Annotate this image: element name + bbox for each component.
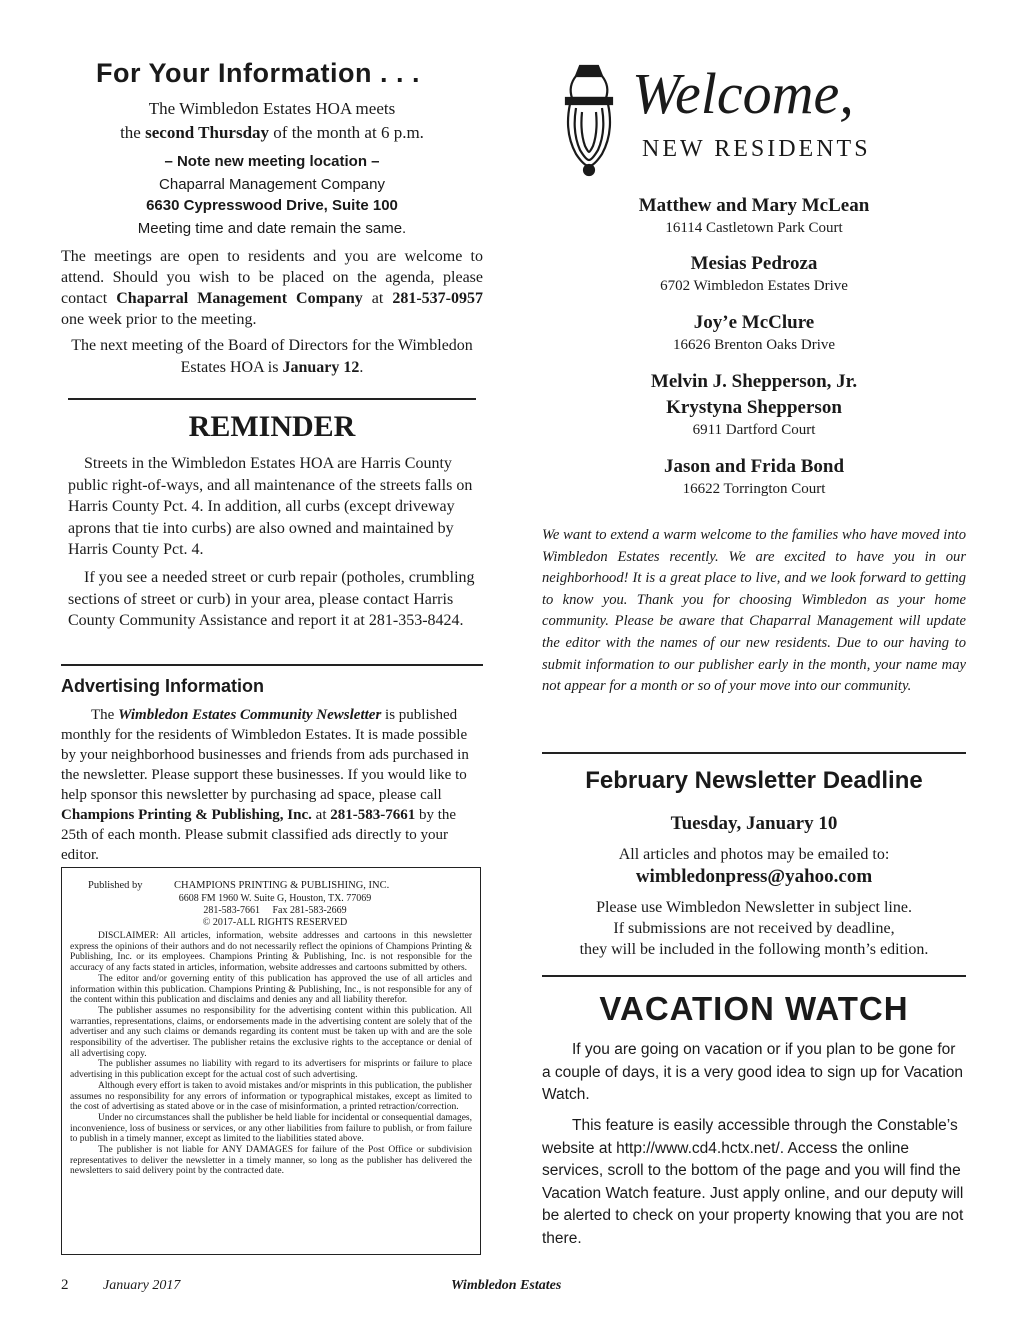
meetings-text-post: one week prior to the meeting. (61, 311, 257, 328)
deadline-date: Tuesday, January 10 (670, 813, 838, 834)
publisher-copyright: © 2017-ALL RIGHTS RESERVED (202, 917, 348, 928)
fyi-schedule-pre: the (120, 123, 146, 142)
next-meeting-end: . (359, 359, 364, 376)
deadline-subject-note: Please use Wimbledon Newsletter in subject line. (596, 899, 912, 916)
divider-rule (542, 975, 966, 977)
vacation-paragraph-signup: If you are going on vacation or if you plan to be gone for a couple of days, it is a very good idea to sign up for Vacation Watch. (542, 1041, 964, 1103)
disclaimer-paragraph: Under no circumstances shall the publisher be held liable for incidental or consequential damages, inconvenience, loss of business or services, or any other liabilities from failure to publish, or from failure to publish in a timely manner, except as limited to the liabilities stated above. (70, 1112, 472, 1145)
resident-name: Joy’e McClure (693, 312, 815, 333)
fyi-meeting-line: The Wimbledon Estates HOA meets (148, 99, 396, 118)
meeting-company: Chaparral Management Company (159, 176, 385, 193)
divider-rule (68, 398, 476, 400)
footer-publication: Wimbledon Estates (451, 1278, 562, 1293)
resident-name: Mesias Pedroza (690, 253, 818, 274)
publisher-contact (175, 893, 375, 929)
deadline-email: wimbledonpress@yahoo.com (635, 866, 873, 887)
resident-name: Matthew and Mary McLean (638, 195, 870, 216)
reminder-paragraph-repairs: If you see a needed street or curb repair (potholes, crumbling sections of street or curb) in your area, please contact Harris County Community Assistance and report it at 281-353-8424. (68, 569, 475, 629)
disclaimer-paragraph: The publisher assumes no responsibility for the advertising content within this publication. All warranties, representations, claims, or endorsements made in the advertising content are solely that of the advertiser and any such claims or demands regarding its content must be taken up with and are the sole responsibility of the advertiser. The publisher retains the exclusive rights to the acceptance or denial of all advertising copy. (70, 1005, 472, 1059)
meetings-company: Chaparral Management Company (116, 290, 363, 307)
publisher-address: 6608 FM 1960 W. Suite G, Houston, TX. 77069 (178, 893, 372, 904)
meetings-text-pre: The meetings are open to residents and you are welcome to attend. Should you wish to be placed on the agenda, please contact (61, 248, 483, 307)
new-location-note: – Note new meeting location – (164, 153, 380, 170)
deadline-articles-note: All articles and photos may be emailed to: (618, 846, 890, 863)
reminder-heading: REMINDER (188, 410, 356, 443)
adv-at: at (311, 807, 331, 823)
disclaimer-paragraph: The editor and/or governing entity of this publication has approved the use of all articles and information within this publication. Champions Printing & Publishing, Inc., is not responsible for any of the content within this publication and disclaims and denies any and all liability therefor. (70, 973, 472, 1006)
new-residents-subtitle: NEW RESIDENTS (642, 136, 871, 162)
door-knocker-icon (558, 62, 620, 180)
resident-address: 16626 Brenton Oaks Drive (672, 337, 836, 353)
fyi-heading: For Your Information . . . (96, 58, 421, 88)
deadline-heading: February Newsletter Deadline (585, 767, 923, 794)
vacation-paragraph-website: This feature is easily accessible through the Constable’s website at http://www.cd4.hctx.net/. Access the online services, scroll to the bottom of the page and you will find the Vacation Watch feature. Just apply online, and our deputy will be alerted to check on your property knowing that you are not there. (542, 1117, 964, 1247)
deadline-if-note: If submissions are not received by deadline, (613, 920, 895, 937)
welcome-paragraph: We want to extend a warm welcome to the families who have moved into Wimbledon Estates recently. We are excited to have you in our neighborhood! It is a great place to live, and we look forward to getting to know you. Thank you for choosing Wimbledon as your home community. Please be aware that Chaparral Management will update the editor with the names of our new residents. Due to our having to submit information to our publisher early in the month, your name may not appear for a month or so of your move into our community. (542, 527, 966, 695)
resident-address: 6911 Dartford Court (692, 422, 816, 438)
next-meeting-text: The next meeting of the Board of Directors for the Wimbledon Estates HOA is (71, 337, 473, 376)
resident-name: Jason and Frida Bond (663, 456, 845, 477)
deadline-following-note: they will be included in the following month’s edition. (579, 941, 929, 958)
adv-phone: 281-583-7661 (330, 807, 416, 823)
adv-text-mid: is published monthly for the residents of Wimbledon Estates. It is made possible by your neighborhood businesses and friends from ads purchased in the newsletter. Please support these businesses. If you would like to help sponsor this newsletter by purchasing ad space, please call (61, 707, 469, 803)
adv-text-post: by the 25th of each month. Please submit classified ads directly to your editor. (61, 807, 457, 863)
next-meeting-paragraph (70, 335, 474, 379)
meeting-time-note: Meeting time and date remain the same. (137, 220, 407, 237)
resident-address: 16114 Castletown Park Court (665, 220, 843, 236)
resident-name: Melvin J. Shepperson, Jr. (650, 371, 858, 392)
meetings-phone: 281-537-0957 (392, 290, 483, 307)
fyi-meeting-schedule (70, 123, 474, 143)
resident-address: 6702 Wimbledon Estates Drive (660, 278, 848, 294)
disclaimer-paragraph: The publisher is not liable for ANY DAMAGES for failure of the Post Office or subdivision representatives to deliver the newsletter in a timely manner, so long as the publisher has delivered the newsletters to said delivery point by the contracted date. (70, 1145, 472, 1177)
advertising-paragraph (61, 705, 483, 865)
disclaimer-text (70, 931, 472, 1177)
adv-text-pre: The (91, 707, 119, 723)
footer-issue-date: January 2017 (103, 1278, 181, 1293)
vacation-watch-heading: VACATION WATCH (599, 990, 909, 1027)
divider-rule (542, 752, 966, 754)
published-by-label: Published by (88, 880, 143, 891)
publisher-name: CHAMPIONS PRINTING & PUBLISHING, INC. (174, 880, 390, 891)
adv-newsletter-title: Wimbledon Estates Community Newsletter (118, 707, 382, 723)
reminder-paragraph-streets: Streets in the Wimbledon Estates HOA are Harris County public right-of-ways, and all maintenance of the streets falls on Harris County Pct. 4. In addition, all curbs (except driveway aprons that tie into curbs) are also owned and maintained by Harris County Pct. 4. (68, 455, 473, 558)
resident-name-second: Krystyna Shepperson (666, 397, 842, 418)
resident-address: 16622 Torrington Court (682, 481, 826, 497)
disclaimer-paragraph: Although every effort is taken to avoid mistakes and/or misprints in this publication, the publisher assumes no responsibility for any errors of information or typographical mistakes, except as limited to the cost of advertising as stated above or in the case of misinformation, a printed retraction/correction. (70, 1080, 472, 1113)
disclaimer-paragraph: The publisher assumes no liability with regard to its advertisers for misprints or failure to place advertising in this publication except for the actual cost of such advertising. (70, 1059, 472, 1081)
footer-page-number: 2 (61, 1277, 69, 1293)
meetings-at: at (362, 290, 393, 307)
adv-company: Champions Printing & Publishing, Inc. (61, 807, 312, 823)
publisher-row (88, 880, 468, 891)
welcome-script-title: Welcome, (632, 61, 854, 126)
next-meeting-date: January 12 (282, 359, 360, 376)
fyi-schedule-post: of the month at 6 p.m. (269, 123, 424, 142)
advertising-heading: Advertising Information (61, 676, 265, 696)
meeting-street-address: 6630 Cypresswood Drive, Suite 100 (146, 197, 398, 214)
meetings-open-paragraph (61, 246, 483, 330)
divider-rule (61, 664, 483, 666)
fyi-schedule-day: second Thursday (145, 123, 270, 142)
publisher-phones: 281-583-7661 Fax 281-583-2669 (203, 905, 347, 916)
disclaimer-paragraph: DISCLAIMER: All articles, information, website addresses and cartoons in this newsletter express the opinions of their authors and do not necessarily reflect the opinions of Champions Printing & Publishing, Inc. or its employees. Champions Printing & Publishing, Inc. is not responsible for the accuracy of any facts stated in articles, information, website addresses and cartoons submitted by others. (70, 931, 472, 974)
